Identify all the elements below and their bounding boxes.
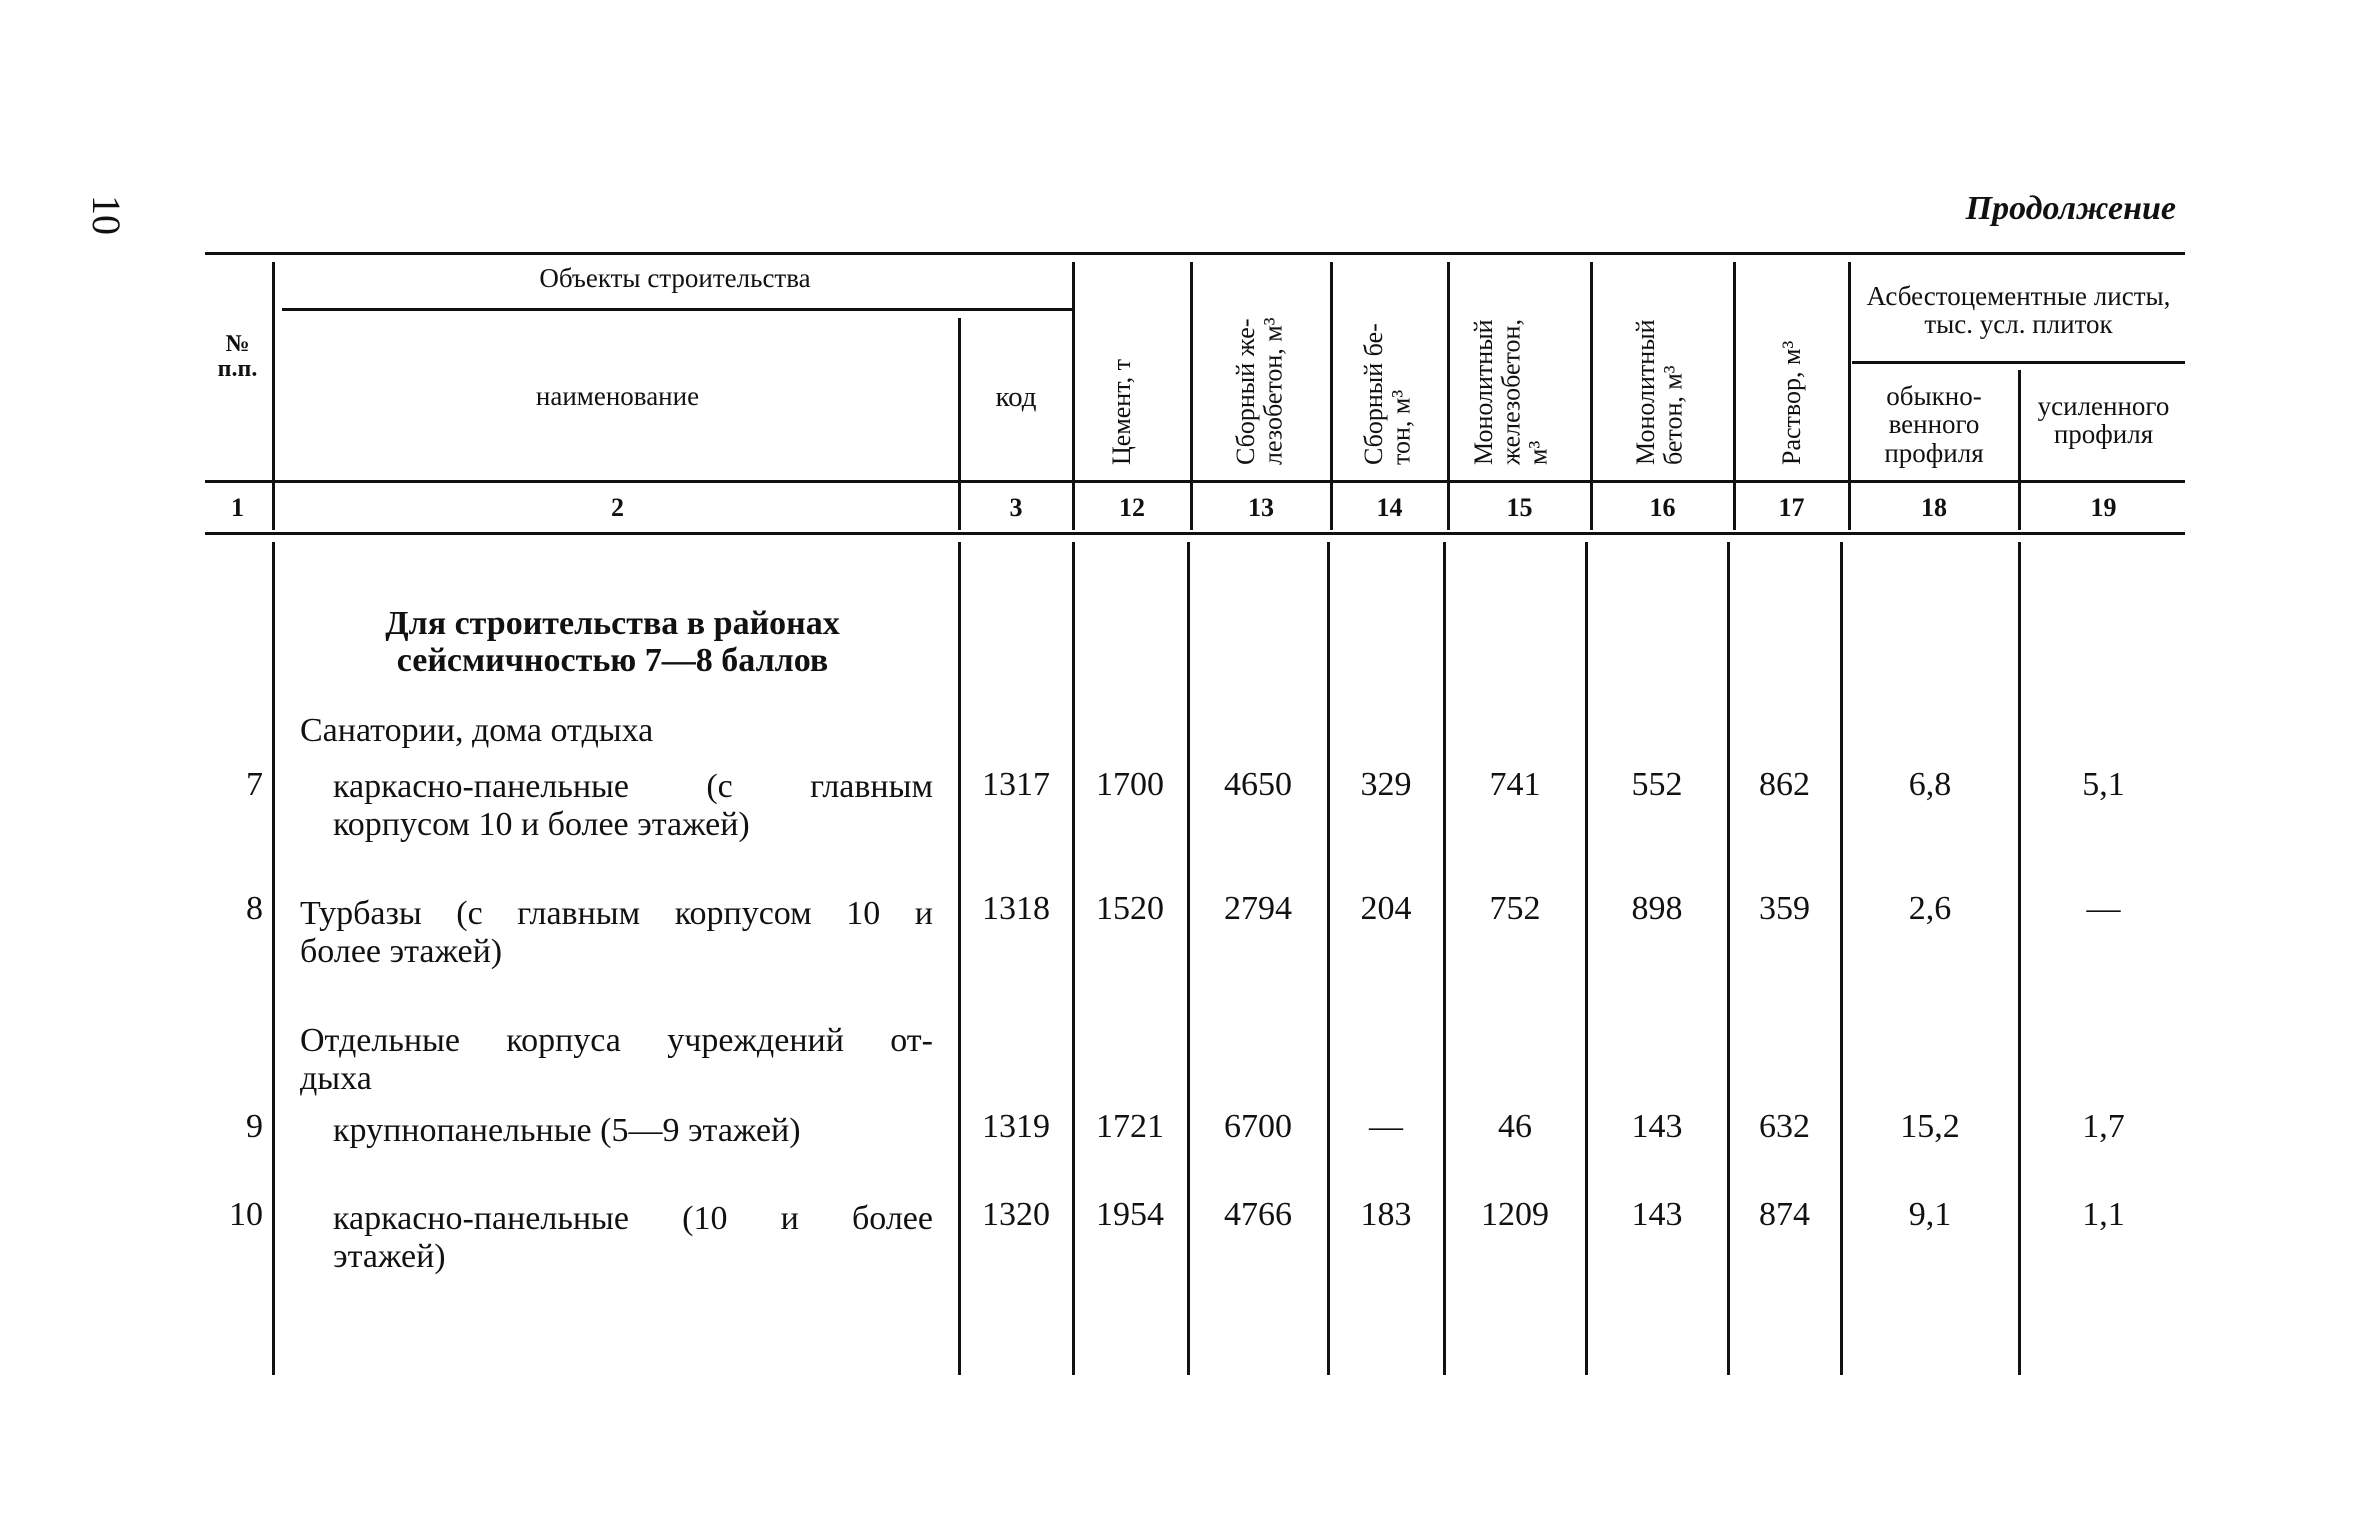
row-name: этажей) <box>333 1238 446 1275</box>
header-vline <box>1590 262 1593 530</box>
row-sb-zhb: 4766 <box>1224 1196 1292 1233</box>
body-vline <box>958 542 961 1375</box>
colnum: 12 <box>1119 493 1145 522</box>
row-name: каркасно-панельные (10 и более <box>333 1200 933 1237</box>
row-name: корпусом 10 и более этажей) <box>333 806 750 843</box>
row-reinforced: 1,1 <box>2082 1196 2125 1233</box>
header-vline <box>1848 262 1851 530</box>
row-code: 1318 <box>982 890 1050 927</box>
header-sb-b: Сборный бе- тон, м³ <box>1359 323 1416 465</box>
row-number: 10 <box>229 1196 263 1233</box>
row-cement: 1520 <box>1096 890 1164 927</box>
colnum: 2 <box>611 493 624 522</box>
row-code: 1319 <box>982 1108 1050 1145</box>
header-rastvor: Раствор, м³ <box>1777 340 1806 465</box>
group-title: Санатории, дома отдыха <box>300 712 654 749</box>
colnum: 18 <box>1921 493 1947 522</box>
body-vline <box>1840 542 1843 1375</box>
row-reinforced: — <box>2086 890 2121 927</box>
header-objects: Объекты строительства <box>539 263 811 293</box>
row-name: Турбазы (с главным корпусом 10 и <box>300 895 933 932</box>
row-number: 9 <box>246 1108 263 1145</box>
header-bottom-rule <box>205 480 2185 483</box>
row-mon-b: 898 <box>1631 890 1683 927</box>
row-name: каркасно-панельные (с главным <box>333 768 933 805</box>
row-sb-zhb: 4650 <box>1224 766 1292 803</box>
row-sb-b: 204 <box>1360 890 1412 927</box>
row-ordinary: 2,6 <box>1908 890 1952 927</box>
row-rastvor: 862 <box>1759 766 1810 803</box>
row-ordinary: 15,2 <box>1900 1108 1960 1145</box>
row-mon-zhb: 46 <box>1498 1108 1532 1145</box>
row-rastvor: 359 <box>1759 890 1810 927</box>
row-number: 8 <box>246 890 263 927</box>
body-vline <box>1072 542 1075 1375</box>
header-code: код <box>995 381 1037 413</box>
body-vline <box>272 542 275 1375</box>
row-rastvor: 632 <box>1759 1108 1810 1145</box>
header-ordinary: обыкно- венного профиля <box>1884 381 1984 468</box>
colnum: 3 <box>1009 493 1023 522</box>
colnum: 17 <box>1778 493 1805 522</box>
row-reinforced: 1,7 <box>2082 1108 2125 1145</box>
header-cement: Цемент, т <box>1107 359 1136 465</box>
header-reinforced: усиленного профиля <box>2037 391 2170 450</box>
colnum: 14 <box>1376 493 1403 522</box>
header-vline <box>1072 262 1075 530</box>
objects-rule <box>282 308 1072 311</box>
asbest-rule <box>1852 361 2185 364</box>
colnum: 1 <box>231 493 244 522</box>
colnum: 13 <box>1248 493 1274 522</box>
colnum: 15 <box>1506 493 1533 522</box>
header-vline <box>1330 262 1333 530</box>
row-mon-zhb: 752 <box>1489 890 1541 927</box>
row-sb-b: — <box>1369 1108 1403 1145</box>
row-cement: 1700 <box>1096 766 1164 803</box>
row-ordinary: 6,8 <box>1908 766 1952 803</box>
header-vline <box>272 262 275 530</box>
colnum: 19 <box>2090 493 2117 522</box>
group-title: Отдельные корпуса учреждений от- <box>300 1022 933 1059</box>
row-mon-zhb: 1209 <box>1481 1196 1549 1233</box>
body-vline <box>2018 542 2021 1375</box>
row-name: крупнопанельные (5—9 этажей) <box>333 1112 801 1149</box>
header-vline <box>2018 370 2021 530</box>
row-rastvor: 874 <box>1759 1196 1810 1233</box>
row-cement: 1954 <box>1096 1196 1164 1233</box>
row-sb-zhb: 6700 <box>1224 1108 1292 1145</box>
header-vline <box>958 318 961 530</box>
row-reinforced: 5,1 <box>2082 766 2125 803</box>
row-mon-b: 143 <box>1631 1196 1683 1233</box>
row-mon-b: 143 <box>1631 1108 1683 1145</box>
body-vline <box>1727 542 1730 1375</box>
header-vline <box>1190 262 1193 530</box>
row-mon-zhb: 741 <box>1489 766 1541 803</box>
colnum: 16 <box>1649 493 1676 522</box>
row-cement: 1721 <box>1096 1108 1164 1145</box>
row-sb-b: 183 <box>1360 1196 1412 1233</box>
table-top-rule <box>205 252 2185 255</box>
continuation-label: Продолжение <box>1965 190 2176 227</box>
row-mon-b: 552 <box>1631 766 1683 803</box>
row-ordinary: 9,1 <box>1908 1196 1952 1233</box>
body-vline <box>1327 542 1330 1375</box>
header-vline <box>1447 262 1450 530</box>
header-asbest: Асбестоцементные листы, тыс. усл. плиток <box>1866 281 2171 340</box>
row-code: 1320 <box>982 1196 1050 1233</box>
header-mon-b: Монолитный бетон, м³ <box>1631 319 1688 465</box>
body-vline <box>1443 542 1446 1375</box>
group-title: дыха <box>300 1060 372 1097</box>
row-name: более этажей) <box>300 933 503 970</box>
header-vline <box>1733 262 1736 530</box>
page-number: 10 <box>84 195 129 235</box>
header-mon-zhb: Монолитный железобетон, м³ <box>1469 319 1553 465</box>
row-sb-zhb: 2794 <box>1224 890 1292 927</box>
header-sb-zhb: Сборный же- лезобетон, м³ <box>1231 317 1288 465</box>
row-code: 1317 <box>982 766 1050 803</box>
header-name: наименование <box>535 381 700 411</box>
body-vline <box>1585 542 1588 1375</box>
colnum-bottom-rule <box>205 532 2185 535</box>
header-nn: № п.п. <box>217 331 258 383</box>
row-number: 7 <box>246 766 263 803</box>
section-title: Для строительства в районах сейсмичностью 7—8 баллов <box>385 605 840 680</box>
row-sb-b: 329 <box>1360 766 1412 803</box>
body-vline <box>1187 542 1190 1375</box>
